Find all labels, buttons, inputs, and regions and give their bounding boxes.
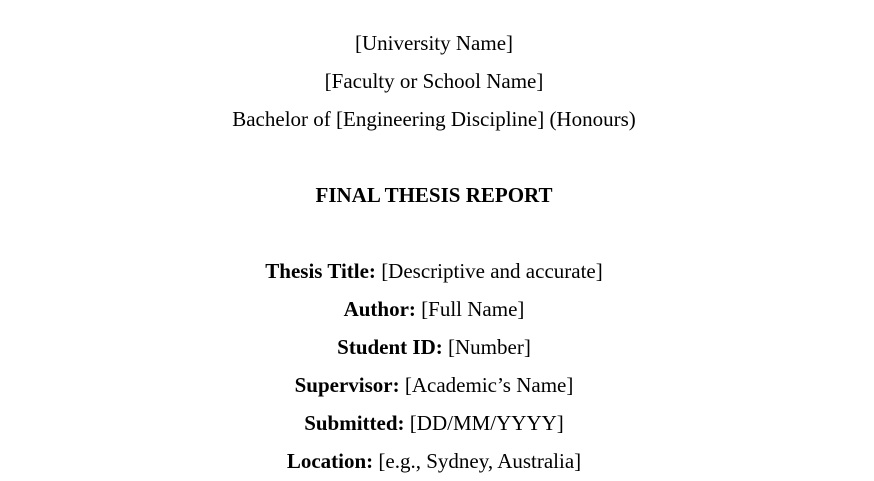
supervisor-label: Supervisor: bbox=[294, 373, 400, 397]
faculty-name-text: [Faculty or School Name] bbox=[324, 69, 544, 93]
author-row bbox=[0, 290, 871, 328]
thesis-title-value: [Descriptive and accurate] bbox=[381, 259, 603, 283]
location-label: Location: bbox=[286, 449, 374, 473]
faculty-name bbox=[0, 62, 871, 100]
degree-name bbox=[0, 100, 871, 138]
author-label: Author: bbox=[343, 297, 416, 321]
supervisor-row bbox=[0, 366, 871, 404]
author-value: [Full Name] bbox=[421, 297, 525, 321]
student-id-label: Student ID: bbox=[337, 335, 443, 359]
thesis-title-label: Thesis Title: bbox=[265, 259, 376, 283]
student-id-row bbox=[0, 328, 871, 366]
location-value: [e.g., Sydney, Australia] bbox=[378, 449, 582, 473]
spacer bbox=[0, 214, 874, 252]
submitted-label: Submitted: bbox=[304, 411, 405, 435]
degree-name-text: Bachelor of [Engineering Discipline] (Honours) bbox=[232, 107, 636, 131]
spacer bbox=[0, 138, 874, 176]
location-row bbox=[0, 442, 871, 480]
report-title-text: FINAL THESIS REPORT bbox=[315, 183, 553, 207]
university-name-text: [University Name] bbox=[354, 31, 514, 55]
supervisor-value: [Academic’s Name] bbox=[404, 373, 574, 397]
report-title bbox=[0, 176, 871, 214]
submitted-value: [DD/MM/YYYY] bbox=[409, 411, 564, 435]
submitted-row bbox=[0, 404, 871, 442]
thesis-title-row bbox=[0, 252, 871, 290]
student-id-value: [Number] bbox=[448, 335, 531, 359]
university-name bbox=[0, 24, 871, 62]
